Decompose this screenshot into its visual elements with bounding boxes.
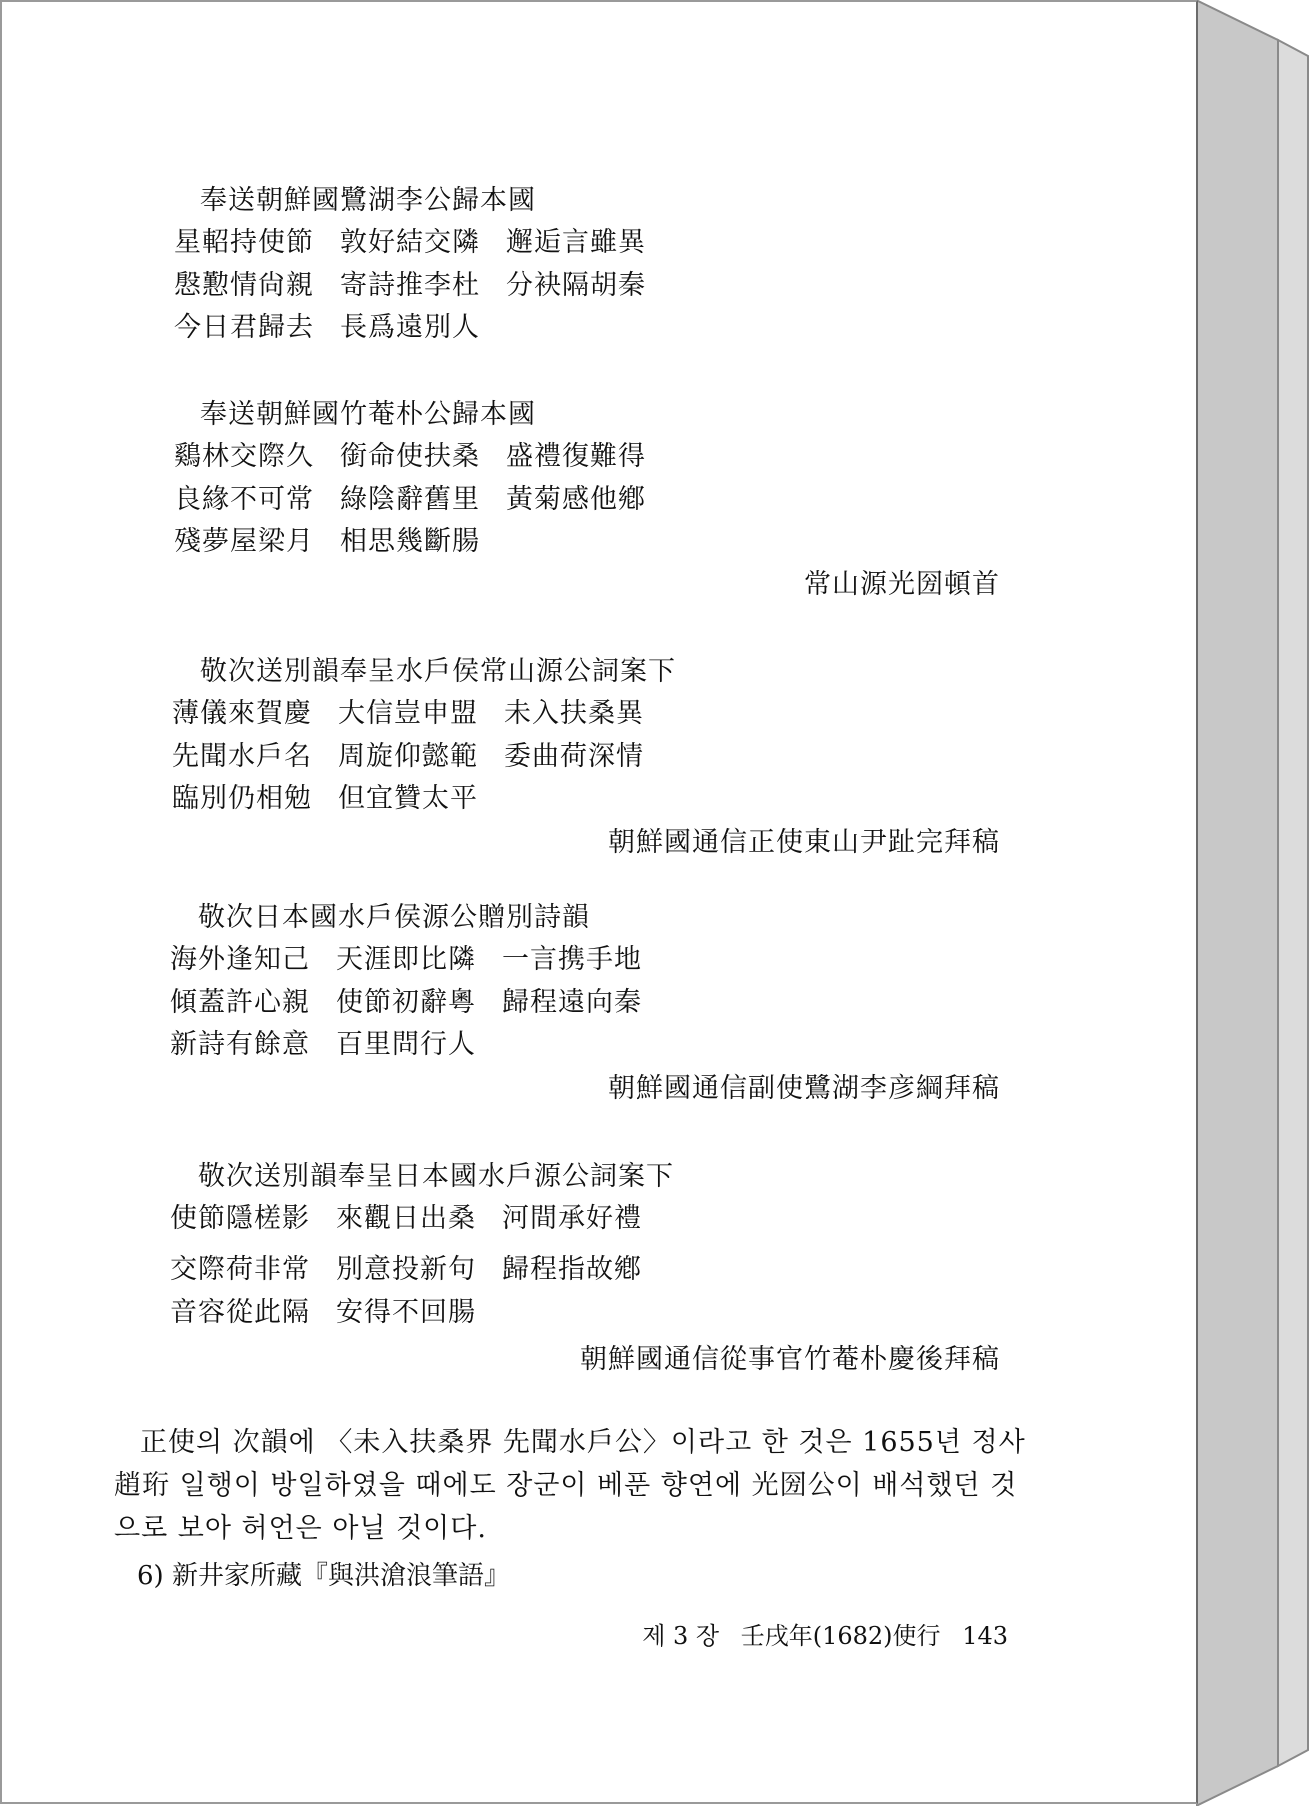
verse: 歸程指故鄕	[502, 1254, 642, 1285]
verse: 分袂隔胡秦	[506, 270, 646, 301]
verse: 一言携手地	[502, 944, 642, 975]
verse: 使節初辭粵	[336, 987, 476, 1018]
verse: 敦好結交隣	[340, 227, 480, 258]
running-footer	[628, 1616, 1008, 1651]
verse: 天涯即比隣	[336, 944, 476, 975]
verse: 未入扶桑異	[504, 698, 644, 729]
chapter-label: 제 3 장	[642, 1622, 720, 1650]
poem-line	[172, 691, 670, 730]
poem-author: 朝鮮國通信從事官竹菴朴慶後拜稿	[580, 1344, 1000, 1375]
poem-line	[174, 220, 672, 259]
verse: 音容從此隔	[170, 1297, 310, 1328]
verse: 海外逢知己	[170, 944, 310, 975]
poem-line	[170, 1022, 502, 1061]
verse: 周旋仰懿範	[338, 741, 478, 772]
commentary-text: 正使의 次韻에 〈未入扶桑界 先聞水戶公〉이라고 한 것은 1655년 정사 趙珩 일행이 방일하였을 때에도 장군이 베푼 향연에 光圀公이 배석했던 것으로 보아 허언은 아닐 것이다.	[114, 1427, 1026, 1544]
verse: 交際荷非常	[170, 1254, 310, 1285]
poem-line	[172, 734, 670, 773]
poem-author: 常山源光圀頓首	[804, 569, 1000, 600]
verse: 相思幾斷腸	[340, 526, 480, 557]
poem-line	[170, 1196, 668, 1235]
verse: 盛禮復難得	[506, 441, 646, 472]
verse: 新詩有餘意	[170, 1029, 310, 1060]
section-label: 壬戌年(1682)使行	[740, 1622, 941, 1650]
commentary-paragraph	[114, 1421, 1034, 1550]
verse: 鷄林交際久	[174, 441, 314, 472]
verse: 慇懃情尙親	[174, 270, 314, 301]
verse: 臨別仍相勉	[172, 783, 312, 814]
verse: 寄詩推李杜	[340, 270, 480, 301]
verse: 安得不回腸	[336, 1297, 476, 1328]
poem-title: 奉送朝鮮國竹菴朴公歸本國	[200, 399, 536, 430]
poem-line	[170, 1247, 668, 1286]
verse: 綠陰辭舊里	[340, 484, 480, 515]
poem-author: 朝鮮國通信副使鷺湖李彦綱拜稿	[608, 1073, 1000, 1104]
verse: 百里問行人	[336, 1029, 476, 1060]
page-number: 143	[962, 1622, 1008, 1650]
poem-title: 敬次送別韻奉呈日本國水戶源公詞案下	[198, 1161, 674, 1192]
verse: 河間承好禮	[502, 1203, 642, 1234]
poem-line	[174, 434, 672, 473]
verse: 殘夢屋梁月	[174, 526, 314, 557]
poem-line	[170, 1290, 502, 1329]
verse: 委曲荷深情	[504, 741, 644, 772]
book-edge	[1196, 0, 1310, 1806]
verse: 來觀日出桑	[336, 1203, 476, 1234]
verse: 別意投新句	[336, 1254, 476, 1285]
verse: 薄儀來賀慶	[172, 698, 312, 729]
poem-title: 奉送朝鮮國鷺湖李公歸本國	[200, 185, 536, 216]
poem-line	[174, 305, 506, 344]
poem-title: 敬次日本國水戶侯源公贈別詩韻	[198, 902, 590, 933]
poem-title: 敬次送別韻奉呈水戶侯常山源公詞案下	[200, 656, 676, 687]
poem-line	[172, 776, 504, 815]
verse: 使節隱槎影	[170, 1203, 310, 1234]
poem-author: 朝鮮國通信正使東山尹趾完拜稿	[608, 827, 1000, 858]
poem-line	[170, 937, 668, 976]
poem-line	[174, 477, 672, 516]
verse: 長爲遠別人	[340, 312, 480, 343]
poem-line	[170, 980, 668, 1019]
verse: 但宜贊太平	[338, 783, 478, 814]
footnote: 6) 新井家所藏『與洪滄浪筆語』	[137, 1561, 510, 1591]
verse: 今日君歸去	[174, 312, 314, 343]
verse: 銜命使扶桑	[340, 441, 480, 472]
poem-line	[174, 263, 672, 302]
verse: 黃菊感他鄕	[506, 484, 646, 515]
poem-line	[174, 519, 506, 558]
verse: 先聞水戶名	[172, 741, 312, 772]
verse: 歸程遠向秦	[502, 987, 642, 1018]
verse: 大信豈申盟	[338, 698, 478, 729]
verse: 星軺持使節	[174, 227, 314, 258]
verse: 傾蓋許心親	[170, 987, 310, 1018]
verse: 良緣不可常	[174, 484, 314, 515]
verse: 邂逅言雖異	[506, 227, 646, 258]
